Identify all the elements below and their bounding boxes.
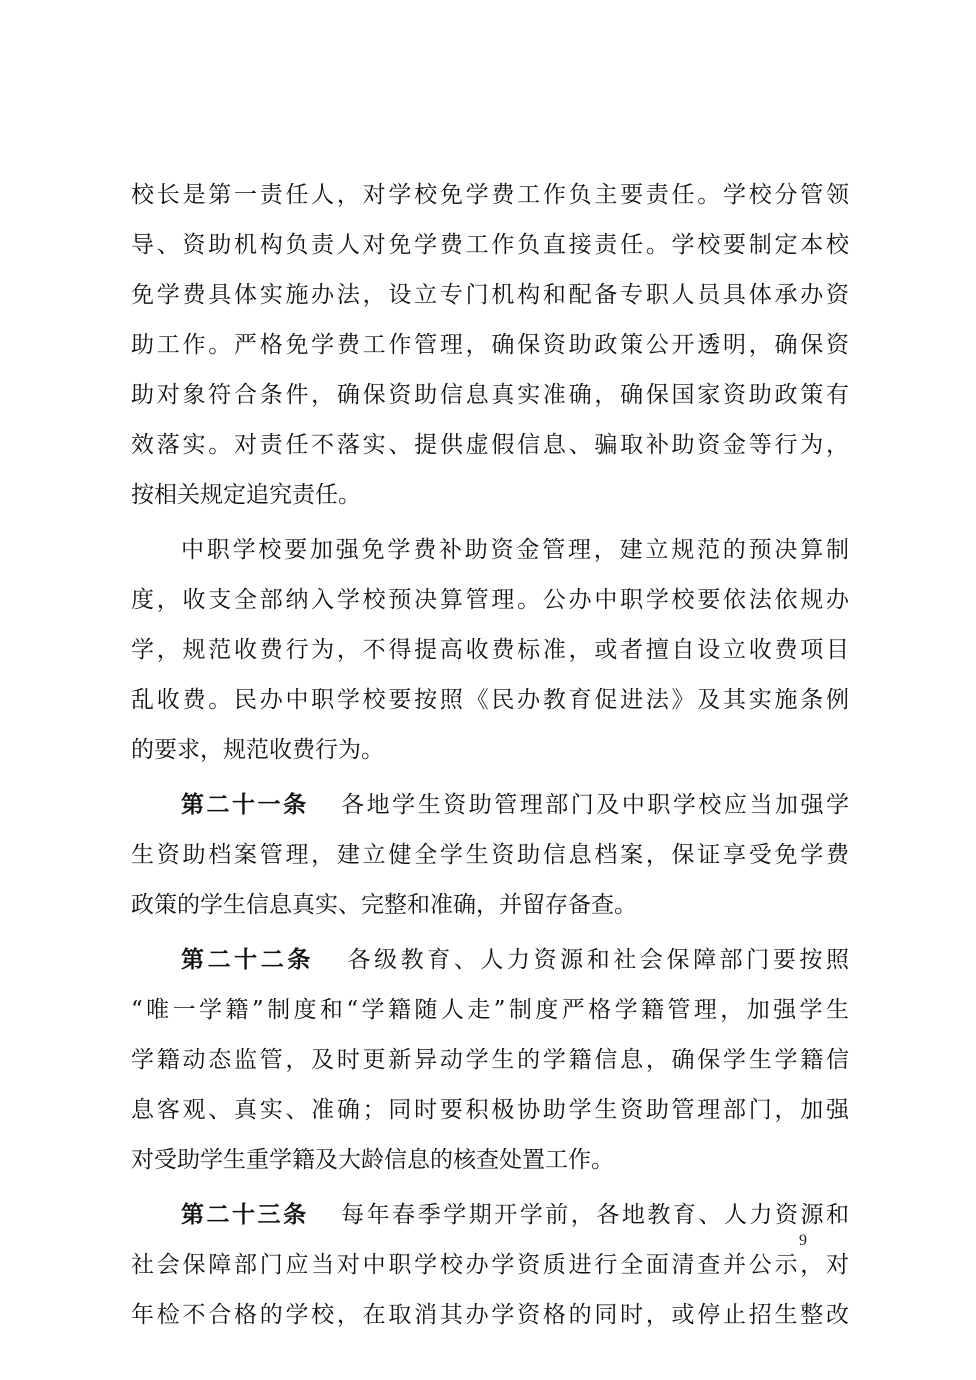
text-line: 中职学校要加强免学费补助资金管理，建立规范的预决算制	[181, 537, 849, 563]
text-line: “唯一学籍”制度和“学籍随人走”制度严格学籍管理，加强学生	[131, 997, 849, 1023]
text-line: 对受助学生重学籍及大龄信息的核查处置工作。	[131, 1147, 614, 1173]
article-text: 每年春季学期开学前，各地教育、人力资源和	[338, 1202, 849, 1228]
text-line: 免学费具体实施办法，设立专门机构和配备专职人员具体承办资	[131, 282, 849, 308]
page-number: 9	[799, 1232, 807, 1249]
text-line: 效落实。对责任不落实、提供虚假信息、骗取补助资金等行为，	[131, 432, 849, 458]
text-line: 政策的学生信息真实、完整和准确，并留存备查。	[131, 892, 637, 918]
article-paragraph	[131, 935, 849, 1185]
text-line: 校长是第一责任人，对学校免学费工作负主要责任。学校分管领	[131, 182, 849, 208]
article-paragraph	[131, 780, 849, 930]
article-number: 第二十三条	[181, 1202, 309, 1228]
text-line: 社会保障部门应当对中职学校办学资质进行全面清查并公示，对	[131, 1252, 849, 1278]
text-line: 的要求，规范收费行为。	[131, 737, 384, 763]
text-line: 乱收费。民办中职学校要按照《民办教育促进法》及其实施条例	[131, 687, 849, 713]
text-line	[131, 935, 849, 985]
text-line	[131, 780, 849, 830]
article-text: 各地学生资助管理部门及中职学校应当加强学	[338, 792, 849, 818]
paragraph	[131, 170, 849, 520]
text-line: 生资助档案管理，建立健全学生资助信息档案，保证享受免学费	[131, 842, 849, 868]
article-number: 第二十二条	[181, 947, 314, 973]
text-line: 学籍动态监管，及时更新异动学生的学籍信息，确保学生学籍信	[131, 1047, 849, 1073]
text-line	[131, 1190, 849, 1240]
text-line: 助对象符合条件，确保资助信息真实准确，确保国家资助政策有	[131, 382, 849, 408]
text-line: 按相关规定追究责任。	[131, 482, 361, 508]
text-line: 学，规范收费行为，不得提高收费标准，或者擅自设立收费项目	[131, 637, 849, 663]
article-number: 第二十一条	[181, 792, 309, 818]
paragraph	[131, 525, 849, 775]
article-text: 各级教育、人力资源和社会保障部门要按照	[343, 947, 849, 973]
text-line: 导、资助机构负责人对免学费工作负直接责任。学校要制定本校	[131, 232, 849, 258]
text-line: 度，收支全部纳入学校预决算管理。公办中职学校要依法依规办	[131, 587, 849, 613]
text-line: 年检不合格的学校，在取消其办学资格的同时，或停止招生整改	[131, 1302, 849, 1328]
article-paragraph	[131, 1190, 849, 1340]
document-body	[131, 170, 849, 1340]
text-line: 助工作。严格免学费工作管理，确保资助政策公开透明，确保资	[131, 332, 849, 358]
text-line: 息客观、真实、准确；同时要积极协助学生资助管理部门，加强	[131, 1097, 849, 1123]
